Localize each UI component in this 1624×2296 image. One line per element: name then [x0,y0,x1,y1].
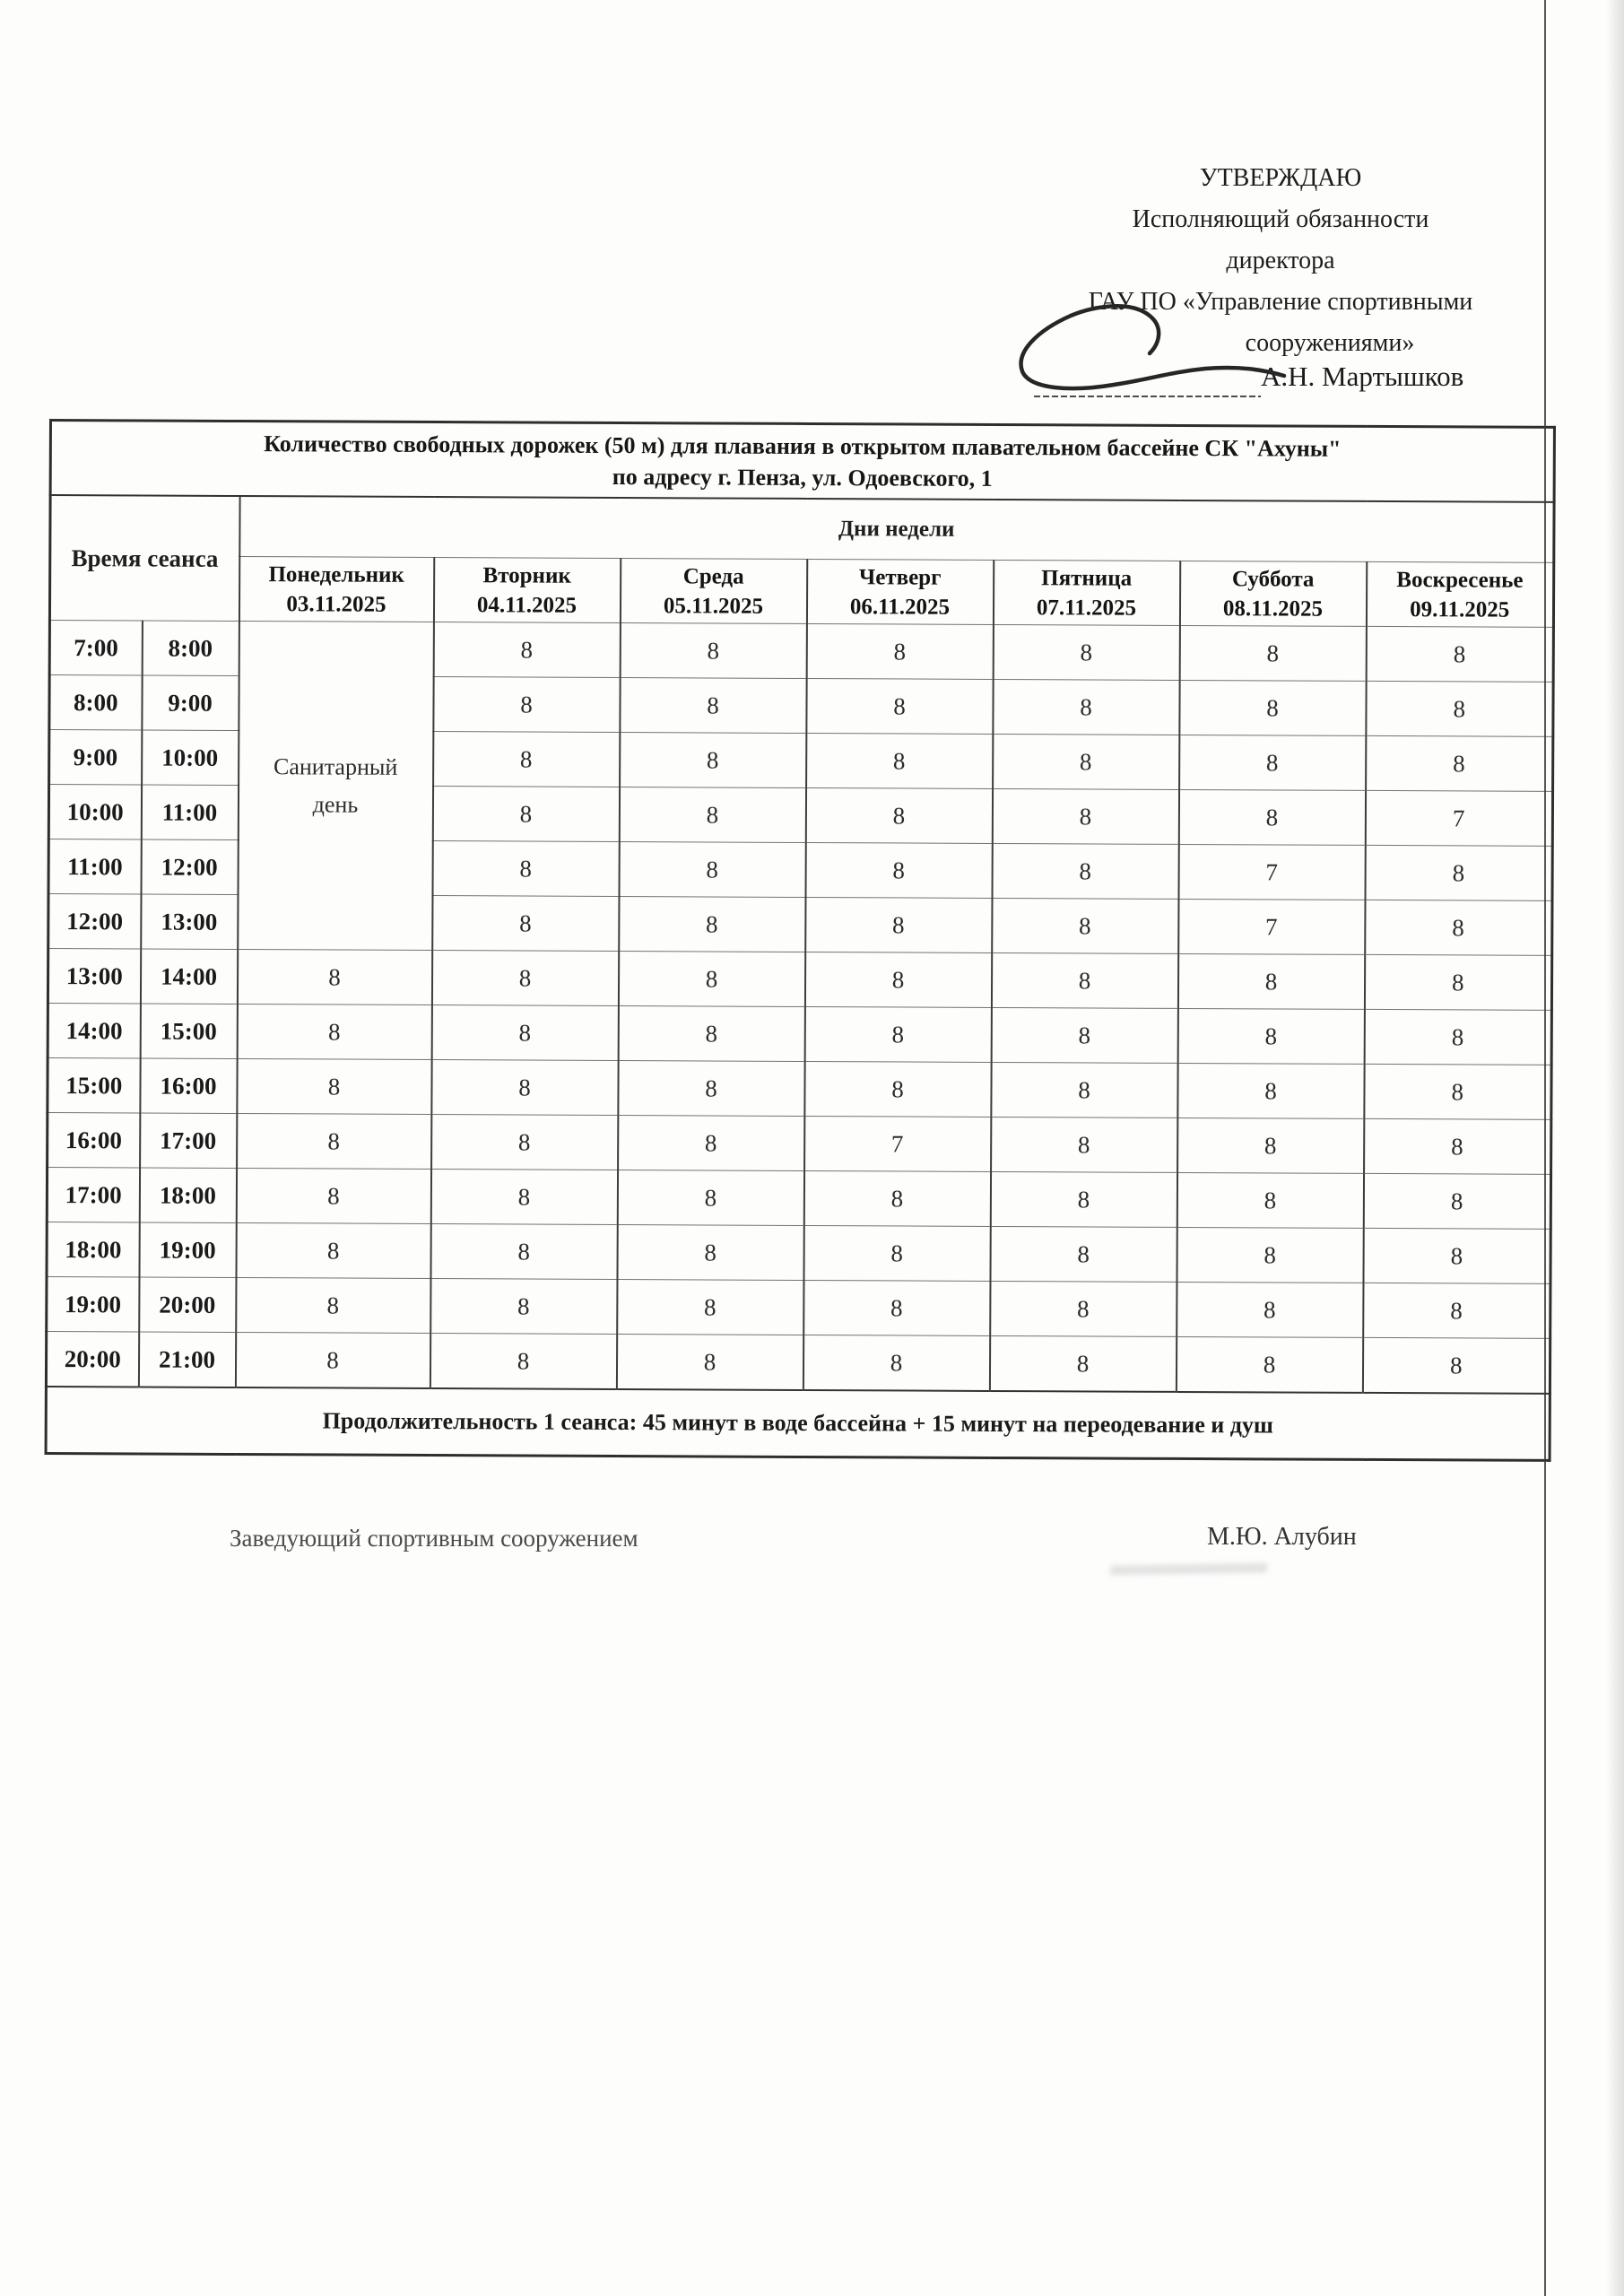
lane-count-cell: 8 [806,623,993,679]
lane-count-cell: 8 [803,1225,990,1281]
lane-count-cell: 8 [1177,1227,1363,1283]
lane-count-cell: 8 [1366,735,1553,791]
approval-line: директора [1226,247,1335,274]
manager-name: М.Ю. Алубин [1207,1523,1357,1551]
lane-count-cell: 8 [1366,626,1553,682]
lane-count-cell: 8 [433,732,620,787]
lane-count-cell: 8 [432,841,619,897]
lane-count-cell: 8 [1177,1008,1364,1064]
schedule-row [47,1167,1550,1229]
table-title [50,421,1554,502]
day-column-header: Воскресенье 09.11.2025 [1366,561,1553,627]
lanes-schedule-table [45,419,1556,1462]
lane-count-cell: 8 [620,733,806,788]
day-column-header: Суббота 08.11.2025 [1179,561,1366,626]
lane-count-cell: 8 [617,1224,803,1280]
day-column-header: Четверг 06.11.2025 [806,559,993,624]
lane-count-cell: 8 [990,1281,1177,1336]
lane-count-cell: 8 [431,1060,618,1116]
session-end-time: 13:00 [141,894,238,950]
lane-count-cell: 7 [804,1116,991,1171]
session-start-time: 13:00 [48,949,140,1004]
session-end-time: 21:00 [138,1332,235,1387]
lane-count-cell: 8 [1363,1228,1550,1283]
lane-count-cell: 8 [993,679,1179,735]
table-title-line2: по адресу г. Пенза, ул. Одоевского, 1 [612,463,993,491]
lane-count-cell: 8 [993,624,1179,680]
session-end-time: 11:00 [141,785,238,840]
lane-count-cell: 8 [989,1335,1176,1391]
scan-smudge [1110,1562,1267,1575]
lane-count-cell: 8 [432,896,619,952]
lane-count-cell: 8 [1364,1009,1551,1065]
lane-count-cell: 7 [1178,899,1365,954]
lane-count-cell: 8 [805,842,992,898]
session-start-time: 9:00 [49,730,142,785]
schedule-table-wrap [45,419,1554,1462]
lane-count-cell: 8 [617,1170,803,1225]
lane-count-cell: 8 [1365,900,1552,955]
lane-count-cell: 8 [236,1222,430,1278]
day-column-header: Среда 05.11.2025 [620,559,806,624]
manager-role-label: Заведующий спортивным сооружением [230,1525,638,1552]
lane-count-cell: 8 [431,1115,618,1170]
schedule-row [48,1057,1551,1119]
lane-count-cell: 8 [1177,1282,1363,1337]
session-end-time: 15:00 [140,1004,237,1059]
lane-count-cell: 8 [433,622,620,678]
lane-count-cell: 8 [1363,1173,1550,1229]
lane-count-cell: 8 [991,1007,1177,1063]
day-column-header: Понедельник 03.11.2025 [239,556,433,622]
table-title-line1: Количество свободных дорожек (50 м) для плавания в открытом плавательном бассейне СК "Ахуны" [264,430,1342,462]
schedule-row [49,621,1553,683]
session-start-time: 14:00 [48,1003,140,1057]
session-start-time: 20:00 [46,1331,138,1387]
lane-count-cell: 8 [804,1006,991,1062]
schedule-row [48,1003,1551,1065]
session-end-time: 16:00 [140,1058,237,1114]
approval-line: Исполняющий обязанности [1132,205,1429,233]
lane-count-cell: 8 [430,1279,617,1335]
lane-count-cell: 8 [991,1117,1177,1172]
session-end-time: 20:00 [139,1277,236,1333]
session-end-time: 12:00 [141,839,238,895]
handwritten-signature [995,301,1300,400]
lane-count-cell: 8 [235,1332,430,1388]
schedule-row [48,1112,1551,1174]
lane-count-cell: 8 [1363,1283,1550,1338]
lane-count-cell: 8 [619,787,805,842]
lane-count-cell: 8 [990,1171,1177,1227]
lane-count-cell: 8 [990,1226,1177,1282]
session-end-time: 9:00 [142,675,239,731]
session-end-time: 10:00 [142,730,239,786]
session-start-time: 15:00 [48,1057,140,1112]
session-start-time: 17:00 [47,1167,139,1222]
lane-count-cell: 8 [430,1170,617,1225]
lane-count-cell: 8 [1362,1337,1550,1393]
approval-line: сооружениями» [1245,329,1415,357]
lane-count-cell: 8 [1179,625,1366,681]
lane-count-cell: 8 [618,951,804,1006]
schedule-body [46,621,1553,1394]
schedule-row [46,1331,1550,1393]
lane-count-cell: 8 [236,1168,430,1223]
schedule-row [47,1222,1550,1283]
sanitary-day-cell: Санитарный день [238,621,434,950]
lane-count-cell: 8 [1366,681,1553,736]
table-title-row [50,421,1554,502]
lane-count-cell: 8 [617,1279,803,1335]
session-start-time: 19:00 [47,1276,139,1331]
schedule-row [48,949,1551,1011]
session-start-time: 18:00 [47,1222,139,1276]
lane-count-cell: 8 [620,678,806,734]
lane-count-cell: 8 [1364,954,1551,1010]
lane-count-cell: 8 [1177,953,1364,1009]
scan-fold-line [1544,0,1546,2296]
lane-count-cell: 8 [618,1115,804,1170]
session-start-time: 12:00 [48,894,141,949]
lane-count-cell: 8 [803,1280,990,1335]
lane-count-cell: 8 [1179,735,1366,790]
lane-count-cell: 8 [237,1004,431,1059]
schedule-row [47,1276,1550,1338]
lane-count-cell: 8 [433,677,620,733]
day-header-row [49,556,1553,628]
lane-count-cell: 8 [616,1334,803,1389]
day-column-header: Вторник 04.11.2025 [433,558,620,623]
session-start-time: 8:00 [49,675,142,730]
lane-count-cell: 7 [1178,844,1365,900]
lane-count-cell: 8 [992,843,1178,899]
days-of-week-header: Дни недели [239,496,1554,562]
session-end-time: 14:00 [140,949,237,1004]
lane-count-cell: 8 [804,1061,991,1117]
session-end-time: 17:00 [140,1113,237,1169]
session-start-time: 7:00 [49,621,142,675]
session-start-time: 11:00 [48,839,141,894]
lane-count-cell: 8 [1177,1118,1364,1173]
approval-line: УТВЕРЖДАЮ [1199,164,1362,192]
lane-count-cell: 8 [1178,789,1365,845]
lane-count-cell: 8 [993,734,1179,789]
lane-count-cell: 8 [805,897,992,952]
lane-count-cell: 8 [618,1005,804,1061]
lane-count-cell: 8 [1365,845,1552,900]
lane-count-cell: 8 [430,1334,616,1389]
session-end-time: 8:00 [142,621,239,676]
lane-count-cell: 8 [991,1062,1177,1118]
lane-count-cell: 8 [620,623,806,679]
lane-count-cell: 8 [991,952,1177,1008]
lane-count-cell: 8 [1176,1336,1362,1392]
table-footer-row [46,1387,1550,1460]
lane-count-cell: 8 [803,1335,989,1390]
session-start-time: 10:00 [48,785,141,839]
lane-count-cell: 8 [1364,1064,1551,1119]
session-start-time: 16:00 [48,1112,140,1167]
day-column-header: Пятница 07.11.2025 [993,560,1179,625]
lane-count-cell: 8 [806,678,993,734]
lane-count-cell: 8 [1364,1118,1551,1174]
lane-count-cell: 8 [236,1277,430,1333]
lane-count-cell: 8 [619,841,805,897]
session-end-time: 19:00 [139,1222,236,1278]
lane-count-cell: 8 [618,1060,804,1116]
session-duration-note: Продолжительность 1 сеанса: 45 минут в воде бассейна + 15 минут на переодевание и душ [46,1387,1550,1460]
time-column-header: Время сеанса [49,495,239,621]
header-row-days-group [50,495,1554,562]
lane-count-cell: 8 [805,787,992,843]
lane-count-cell: 8 [237,949,431,1004]
lane-count-cell: 8 [806,733,993,788]
scan-edge-shadow [1606,0,1624,2296]
lane-count-cell: 8 [432,787,619,842]
lane-count-cell: 8 [237,1058,431,1114]
lane-count-cell: 8 [1179,680,1366,735]
approval-line: ГАУ ПО «Управление спортивными [1088,288,1473,316]
lane-count-cell: 8 [1177,1063,1364,1118]
lane-count-cell: 8 [992,898,1178,953]
lane-count-cell: 8 [431,1005,618,1061]
lane-count-cell: 7 [1365,790,1552,846]
lane-count-cell: 8 [1177,1172,1363,1228]
lane-count-cell: 8 [804,952,991,1007]
lane-count-cell: 8 [803,1170,990,1226]
lane-count-cell: 8 [619,896,805,952]
lane-count-cell: 8 [430,1224,617,1280]
approver-name: А.Н. Мартышков [1261,361,1464,392]
lane-count-cell: 8 [237,1113,431,1169]
lane-count-cell: 8 [992,788,1178,844]
session-end-time: 18:00 [139,1168,236,1223]
lane-count-cell: 8 [431,951,618,1006]
